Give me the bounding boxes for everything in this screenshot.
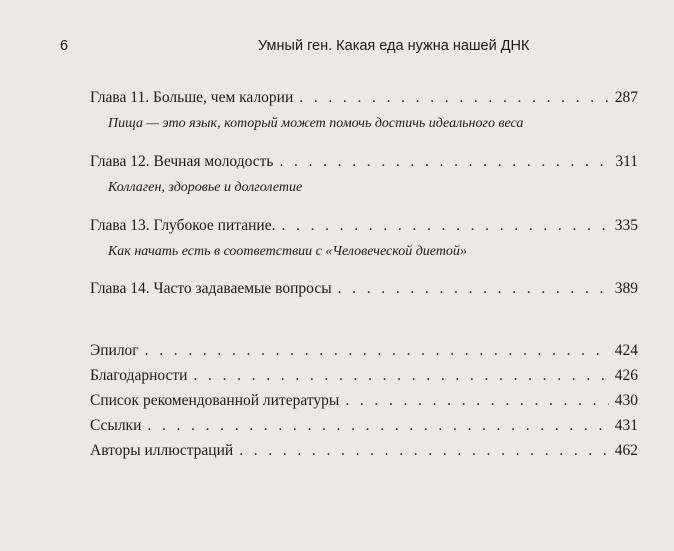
toc-entry-chapter-12[interactable] xyxy=(90,152,638,198)
toc-entry-references[interactable] xyxy=(90,416,638,436)
toc-entry-acknowledgements[interactable] xyxy=(90,366,638,386)
toc-entry-recommended-reading[interactable] xyxy=(90,391,638,411)
chapter-subtitle: Коллаген, здоровье и долголетие xyxy=(108,180,303,195)
chapter-subtitle: Пища — это язык, который может помочь достичь идеального веса xyxy=(108,116,524,131)
toc-entry-chapter-13[interactable] xyxy=(90,216,638,262)
toc-entry-chapter-14[interactable] xyxy=(90,279,638,299)
chapter-subtitle: Как начать есть в соответствии с «Человеческой диетой» xyxy=(108,244,467,259)
section-title: Ссылки xyxy=(90,417,142,434)
page-reference: 335 xyxy=(614,217,638,234)
dot-leader xyxy=(147,416,608,436)
chapter-title: Глава 14. Часто задаваемые вопросы xyxy=(90,280,332,297)
toc-entry-epilogue[interactable] xyxy=(90,341,638,361)
toc-entry-chapter-11[interactable] xyxy=(90,88,638,134)
chapter-title: Глава 13. Глубокое питание. xyxy=(90,217,276,234)
page-reference: 426 xyxy=(614,367,638,384)
dot-leader xyxy=(299,88,608,108)
chapter-title: Глава 11. Больше, чем калории xyxy=(90,89,294,106)
dot-leader xyxy=(239,441,609,461)
page-reference: 462 xyxy=(614,442,638,459)
dot-leader xyxy=(145,341,609,361)
page-reference: 389 xyxy=(614,280,638,297)
section-title: Авторы иллюстраций xyxy=(90,442,234,459)
page-reference: 287 xyxy=(614,89,638,106)
chapter-title: Глава 12. Вечная молодость xyxy=(90,153,274,170)
page-reference: 431 xyxy=(614,417,638,434)
page-reference: 311 xyxy=(615,153,638,170)
page-reference: 430 xyxy=(614,392,638,409)
dot-leader xyxy=(338,279,609,299)
page-reference: 424 xyxy=(614,342,638,359)
dot-leader xyxy=(279,152,609,172)
dot-leader xyxy=(281,216,608,236)
dot-leader xyxy=(345,391,608,411)
book-title: Умный ген. Какая еда нужна нашей ДНК xyxy=(258,38,530,54)
dot-leader xyxy=(193,366,608,386)
toc-entry-illustration-credits[interactable] xyxy=(90,441,638,461)
section-title: Эпилог xyxy=(90,342,139,359)
section-title: Список рекомендованной литературы xyxy=(90,392,340,409)
table-of-contents xyxy=(90,0,638,551)
page-number: 6 xyxy=(60,38,69,54)
section-title: Благодарности xyxy=(90,367,188,384)
